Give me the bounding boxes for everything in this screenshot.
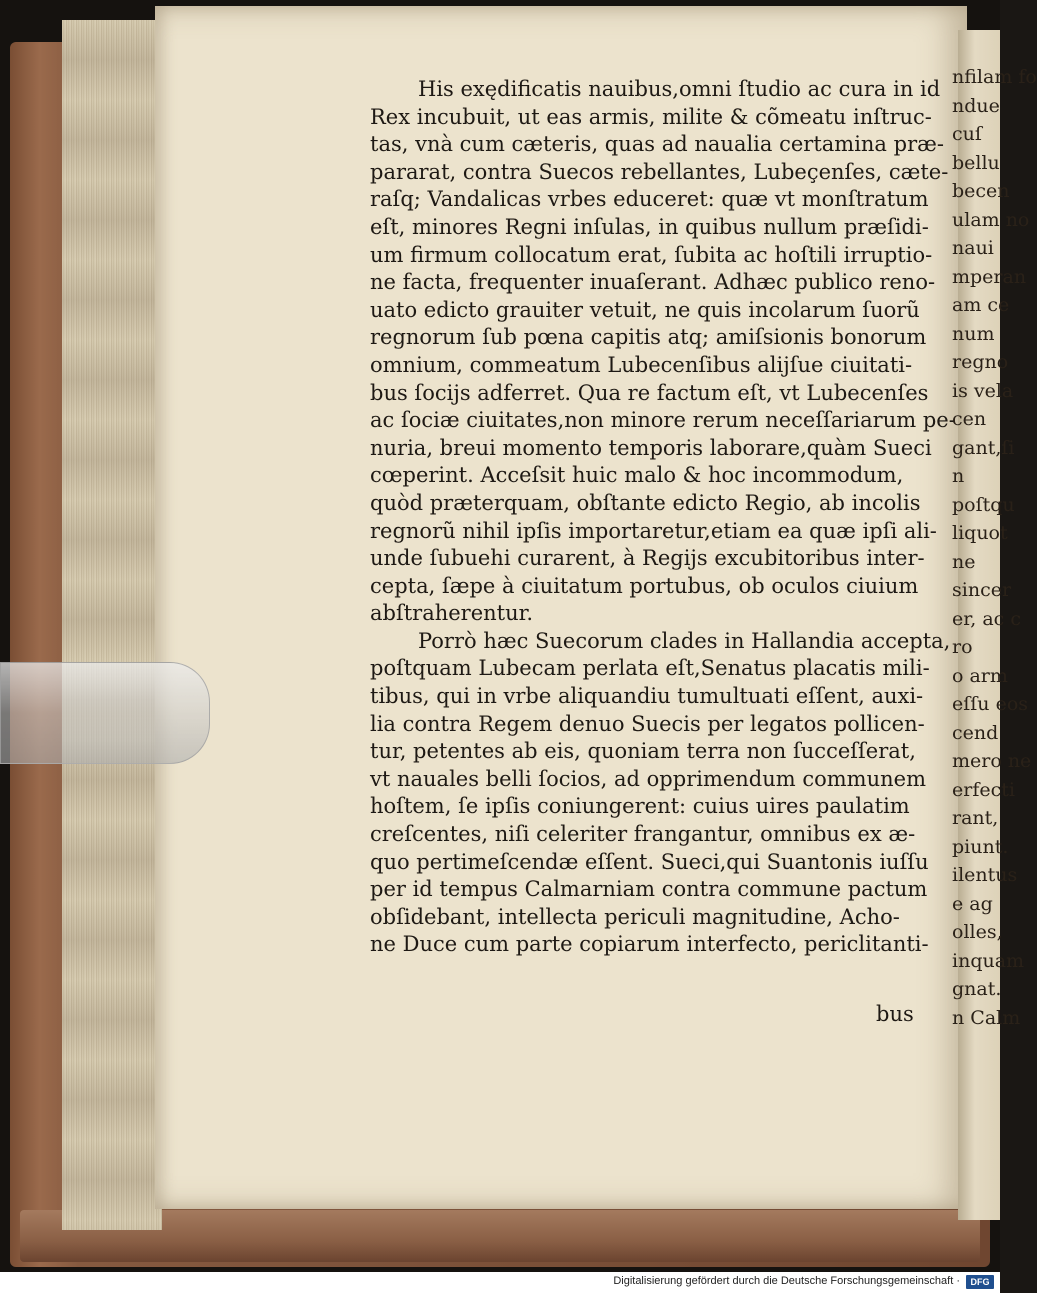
- facing-page-line: bellu: [952, 151, 1000, 174]
- text-line: creſcentes, niſi celeriter frangantur, omnibus ex æ-: [370, 822, 916, 847]
- text-line: quòd præterquam, obſtante edicto Regio, ab incolis: [370, 490, 921, 515]
- facing-page-line: becen: [952, 180, 1010, 202]
- facing-page-line: gant,ſi: [952, 436, 1015, 459]
- book-cover-edge: [20, 1210, 980, 1262]
- text-line: tur, petentes ab eis, quoniam terra non ſucceſſerat,: [370, 739, 916, 764]
- facing-page-line: er, ac c: [952, 607, 1021, 630]
- footer-bar: [0, 1272, 1000, 1293]
- facing-page-line: erfecti: [952, 778, 1015, 801]
- text-line: um firmum collocatum erat, ſubita ac hoſtili irruptio-: [370, 242, 933, 267]
- text-line: poſtquam Lubecam perlata eſt,Senatus placatis mili-: [370, 656, 930, 681]
- text-line: hoſtem, ſe ipſis coniungerent: cuius uires paulatim: [370, 794, 910, 819]
- text-line: Porrò hæc Suecorum clades in Hallandia accepta,: [418, 628, 951, 653]
- text-line: raſq; Vandalicas vrbes educeret: quæ vt monſtratum: [370, 187, 929, 212]
- text-line: eſt, minores Regni inſulas, in quibus nullum præſidi-: [370, 214, 929, 239]
- facing-page-line: gnat.: [952, 978, 1002, 1000]
- dfg-logo: DFG: [966, 1275, 994, 1289]
- text-line: regnorũ nihil ipſis importaretur,etiam ea quæ ipſi ali-: [370, 518, 937, 543]
- text-line: lia contra Regem denuo Suecis per legatos pollicen-: [370, 711, 925, 736]
- text-line: ne facta, frequenter inuaſerant. Adhæc publico reno-: [370, 270, 936, 295]
- glass-page-clip: [0, 662, 210, 764]
- text-line: quo pertimeſcendæ eſſent. Sueci,qui Suantonis iuſſu: [370, 849, 929, 874]
- text-line: bus ſocijs adferret. Qua re factum eſt, vt Lubecenſes: [370, 380, 929, 405]
- text-line: Rex incubuit, ut eas armis, milite & cõmeatu inſtruc-: [370, 104, 932, 129]
- page-text: [370, 76, 956, 959]
- facing-page-line: num: [952, 322, 995, 345]
- facing-page-line: rant,: [952, 807, 999, 829]
- text-line: regnorum ſub pœna capitis atq; amiſsionis bonorum: [370, 325, 927, 350]
- text-line: per id tempus Calmarniam contra commune pactum: [370, 877, 928, 902]
- footer-credit: Digitalisierung gefördert durch die Deutsche Forschungsgemeinschaft ·: [613, 1275, 960, 1287]
- facing-page-line: mperan: [952, 265, 1027, 288]
- facing-page-line: cuſ: [952, 123, 982, 145]
- facing-page-line: cend: [952, 721, 999, 744]
- facing-page-line: ndue: [952, 94, 1000, 117]
- facing-page-line: naui: [952, 237, 994, 259]
- facing-page-line: o arm: [952, 664, 1008, 687]
- facing-page-line: eſſu eos: [952, 693, 1029, 715]
- facing-page-line: nfilam fo: [952, 66, 1037, 88]
- facing-page-line: olles,: [952, 921, 1003, 943]
- facing-page-line: sincer: [952, 579, 1012, 601]
- text-line: His exędificatis nauibus,omni ſtudio ac cura in id: [418, 77, 941, 101]
- facing-page-line: ne: [952, 550, 976, 573]
- text-line: ne Duce cum parte copiarum interfecto, periclitanti-: [370, 932, 929, 957]
- facing-page-line: liquot: [952, 522, 1008, 544]
- text-line: pararat, contra Suecos rebellantes, Lubeçenſes, cæte-: [370, 159, 949, 184]
- facing-page-line: is vela: [952, 379, 1014, 402]
- facing-page-line: n: [952, 465, 965, 487]
- facing-page-line: poſtqu: [952, 493, 1015, 516]
- text-line: cepta, ſæpe à ciuitatum portubus, ob oculos ciuium: [370, 573, 919, 598]
- facing-page-line: ro: [952, 636, 973, 658]
- facing-page-line: am ce: [952, 294, 1010, 316]
- facing-page-line: mero ne: [952, 750, 1032, 772]
- facing-page-line: e ag: [952, 892, 993, 915]
- text-line: tas, vnà cum cæteris, quas ad naualia certamina præ-: [370, 132, 944, 157]
- text-line: unde ſubuehi curarent, à Regijs excubitoribus inter-: [370, 546, 925, 571]
- text-line: uato edicto grauiter vetuit, ne quis incolarum ſuorũ: [370, 297, 920, 322]
- text-line: omnium, commeatum Lubecenſibus alijſue ciuitati-: [370, 352, 913, 377]
- page-edges: [62, 20, 162, 1230]
- text-line: obſidebant, intellecta periculi magnitudine, Acho-: [370, 904, 900, 929]
- facing-page-line: ulam no: [952, 208, 1030, 231]
- facing-page-line: piunt.: [952, 835, 1009, 858]
- facing-page-line: ilentus: [952, 864, 1018, 886]
- text-line: nuria, breui momento temporis laborare,quàm Sueci: [370, 435, 932, 460]
- catchword: bus: [876, 1002, 914, 1026]
- text-line: tibus, qui in vrbe aliquandiu tumultuati eſſent, auxi-: [370, 684, 924, 709]
- text-line: ac ſociæ ciuitates,non minore rerum neceſſariarum pe-: [370, 408, 956, 433]
- facing-page-fragment: [952, 30, 1037, 1220]
- text-line: abſtraherentur.: [370, 601, 534, 626]
- facing-page-line: cen: [952, 408, 987, 430]
- facing-page-line: regno: [952, 351, 1009, 373]
- facing-page-line: n Calm: [952, 1006, 1021, 1029]
- text-line: vt nauales belli ſocios, ad opprimendum communem: [370, 766, 926, 791]
- text-line: cœperint. Acceſsit huic malo & hoc incommodum,: [370, 463, 904, 488]
- facing-page-line: inquam: [952, 949, 1025, 972]
